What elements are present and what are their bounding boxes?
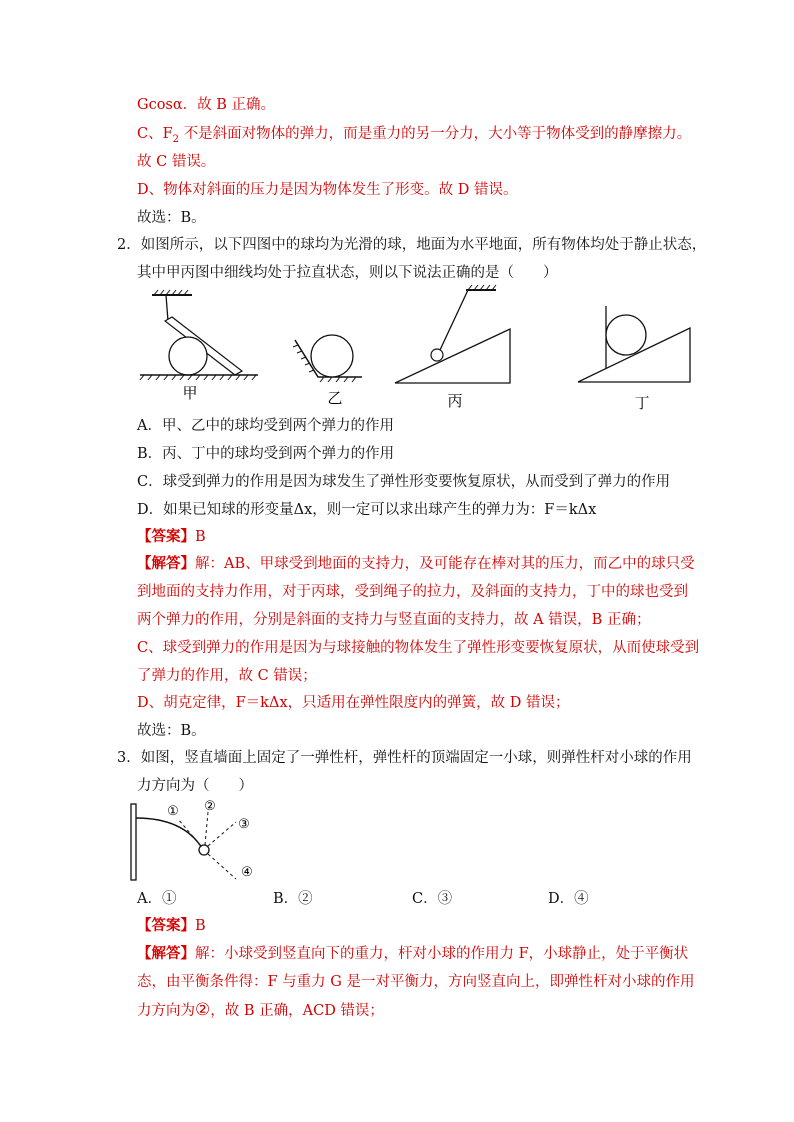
q2-option-a: A．甲、乙中的球均受到两个弹力的作用 <box>137 418 394 434</box>
q2-solution-line-6: D、胡克定律，F＝kΔx，只适用在弹性限度内的弹簧，故 D 错误； <box>137 695 570 711</box>
q3-solution-line-2: 态，由平衡条件得：F 与重力 G 是一对平衡力，方向竖直向上，即弹性杆对小球的作用 <box>137 974 695 990</box>
prev-solution-choice: 故选：B。 <box>137 210 206 226</box>
figure-label-ding: 丁 <box>634 394 650 412</box>
figure-ding <box>578 306 690 412</box>
small-ball <box>199 845 209 855</box>
q2-solution-line-1 <box>137 554 695 574</box>
figure-label-yi: 乙 <box>327 389 343 407</box>
q3-answer-label: 【答案】 <box>137 917 195 934</box>
q2-solution-choice: 故选：B。 <box>137 723 206 739</box>
q2-stem-line-2: 其中甲丙图中细线均处于拉直状态，则以下说法正确的是（ ） <box>137 265 558 281</box>
q3-stem-line-1: 3．如图，竖直墙面上固定了一弹性杆，弹性杆的顶端固定一小球，则弹性杆对小球的作用 <box>117 750 692 766</box>
elastic-rod <box>136 818 202 848</box>
q3-solution-text-1: 解：小球受到竖直向下的重力，杆对小球的作用力 F，小球静止，处于平衡状 <box>195 946 689 962</box>
direction-label-2: ② <box>204 799 216 814</box>
figure-yi <box>293 335 362 407</box>
q3-option-a: A．① <box>137 891 177 907</box>
figure-label-bing: 丙 <box>447 392 463 410</box>
q3-solution-text-3-pre: 力方向为 <box>137 1003 195 1019</box>
figure-label-jia: 甲 <box>182 384 198 402</box>
q2-answer-value: B <box>195 529 206 545</box>
prev-solution-subscript: 2 <box>172 133 180 145</box>
figure-jia <box>140 290 258 402</box>
prev-solution-line-2-post: 不是斜面对物体的弹力，而是重力的另一分力，大小等于物体受到的静摩擦力。 <box>179 126 692 142</box>
q3-solution-text-3-post: ，故 B 正确，ACD 错误； <box>210 1003 384 1019</box>
q2-answer <box>137 527 206 547</box>
prev-solution-line-3: 故 C 错误。 <box>137 154 216 170</box>
prev-solution-line-2 <box>137 124 691 150</box>
q2-option-b: B．丙、丁中的球均受到两个弹力的作用 <box>137 446 395 462</box>
q3-solution-line-3 <box>137 1000 384 1021</box>
q2-solution-text-1: 解：AB、甲球受到地面的支持力，及可能存在棒对其的压力，而乙中的球只受 <box>195 556 695 572</box>
q3-solution-line-1 <box>137 944 688 964</box>
q3-answer-value: B <box>195 918 206 934</box>
q2-answer-label: 【答案】 <box>137 528 195 545</box>
q2-option-c: C．球受到弹力的作用是因为球发生了弹性形变要恢复原状，从而受到了弹力的作用 <box>137 474 671 490</box>
prev-solution-line-1: Gcosα．故 B 正确。 <box>137 97 276 113</box>
q2-solution-line-5: 了弹力的作用，故 C 错误； <box>137 668 317 684</box>
q3-solution-label: 【解答】 <box>137 945 195 962</box>
q2-solution-line-4: C、球受到弹力的作用是因为与球接触的物体发生了弹性形变要恢复原状，从而使球受到 <box>137 640 700 656</box>
q2-stem-line-1: 2．如图所示，以下四图中的球均为光滑的球，地面为水平地面，所有物体均处于静止状态， <box>117 237 707 253</box>
direction-label-1: ① <box>167 804 179 819</box>
q3-option-c: C．③ <box>412 891 453 907</box>
q2-figure <box>130 283 700 413</box>
q3-answer <box>137 916 206 936</box>
q3-figure <box>128 798 288 888</box>
direction-label-4: ④ <box>241 865 253 880</box>
wall <box>131 804 136 880</box>
q3-option-d: D．④ <box>548 891 589 907</box>
figure-bing <box>395 285 510 410</box>
prev-solution-line-2-pre: C、F <box>137 126 173 142</box>
q2-solution-line-3: 两个弹力的作用，分别是斜面的支持力与竖直面的支持力，故 A 错误，B 正确； <box>137 612 651 628</box>
prev-solution-line-4: D、物体对斜面的压力是因为物体发生了形变。故 D 错误。 <box>137 182 518 198</box>
q3-solution-circled-2: ② <box>195 1000 211 1020</box>
direction-label-3: ③ <box>238 817 250 832</box>
q2-solution-label: 【解答】 <box>137 555 195 572</box>
q2-solution-line-2: 到地面的支持力作用，对于丙球，受到绳子的拉力，及斜面的支持力，丁中的球也受到 <box>137 584 688 600</box>
q3-stem-line-2: 力方向为（ ） <box>137 778 253 794</box>
q2-option-d: D．如果已知球的形变量Δx，则一定可以求出球产生的弹力为：F＝kΔx <box>137 502 597 518</box>
q3-option-b: B．② <box>273 891 313 907</box>
